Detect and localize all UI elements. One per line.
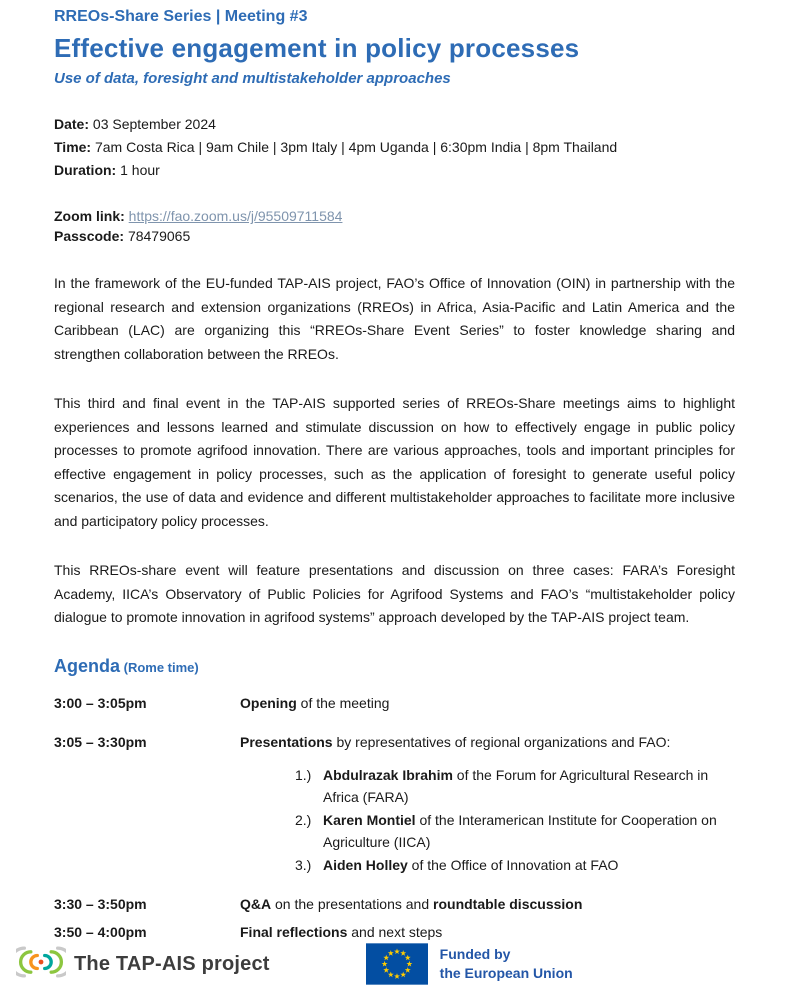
speaker-number: 1.) <box>295 766 312 783</box>
agenda-time: 3:05 – 3:30pm <box>54 733 147 750</box>
funded-by-line2: the European Union <box>439 965 573 981</box>
tap-ais-logo-text: The TAP-AIS project <box>74 952 270 975</box>
agenda-time: 3:30 – 3:50pm <box>54 895 147 912</box>
eu-funding-group <box>366 943 573 985</box>
duration-value: 1 hour <box>120 162 160 178</box>
duration-label: Duration: <box>54 162 117 178</box>
agenda-row-qa <box>54 893 735 915</box>
agenda-time: 3:00 – 3:05pm <box>54 694 147 711</box>
funded-by-text <box>440 945 573 983</box>
speaker-text: Abdulrazak Ibrahim of the Forum for Agricultural Research in Africa (FARA) <box>323 766 709 805</box>
agenda-heading-note: (Rome time) <box>120 659 199 675</box>
speaker-text: Aiden Holley of the Office of Innovation at FAO <box>323 856 619 873</box>
eu-flag-icon <box>366 943 428 985</box>
zoom-link-label: Zoom link: <box>54 208 125 224</box>
agenda-description: Opening of the meeting <box>240 694 390 711</box>
duration-line <box>54 159 735 182</box>
passcode-value: 78479065 <box>127 228 191 244</box>
zoom-link[interactable]: https://fao.zoom.us/j/95509711584 <box>128 208 343 224</box>
speaker-number: 3.) <box>295 856 312 873</box>
list-item <box>295 854 735 876</box>
agenda-time: 3:50 – 4:00pm <box>54 923 147 940</box>
list-item <box>295 764 735 808</box>
agenda-description: Presentations by representatives of regional organizations and FAO: <box>240 733 671 750</box>
zoom-details <box>54 206 735 246</box>
date-label: Date: <box>54 116 90 132</box>
tap-ais-logo-icon <box>16 943 66 986</box>
tap-ais-logo-group <box>16 943 270 986</box>
list-item <box>295 809 735 853</box>
agenda-description: Q&A on the presentations and roundtable discussion <box>240 895 583 912</box>
speaker-list <box>295 764 735 876</box>
time-value: 7am Costa Rica | 9am Chile | 3pm Italy | 4pm Uganda | 6:30pm India | 8pm Thailand <box>94 139 618 155</box>
series-heading: RREOs-Share Series | Meeting #3 <box>54 8 308 25</box>
date-line <box>54 113 735 136</box>
zoom-link-line <box>54 206 735 226</box>
speaker-number: 2.) <box>295 811 312 828</box>
paragraph-intro: In the framework of the EU-funded TAP-AIS project, FAO’s Office of Innovation (OIN) in partnership with the regional research and extension organizations (RREOs) in Africa, Asia-Pacific and Latin America and the Caribbean (LAC) are organizing this “RREOs-Share Event Series” to foster knowledge sharing and strengthen collaboration between the RREOs. <box>54 275 735 362</box>
paragraph-event-aims: This third and final event in the TAP-AIS supported series of RREOs-Share meetings aims to highlight experiences and lessons learned and stimulate discussion on how to effectively engage in public policy processes to promote agrifood innovation. There are various approaches, tools and important principles for effective engagement in policy processes, such as the application of foresight to generate useful policy scenarios, the use of data and evidence and different multistakeholder approaches to facilitate more inclusive and participatory policy processes. <box>54 395 735 529</box>
event-details <box>54 113 735 182</box>
funded-by-line1: Funded by <box>439 946 511 962</box>
page-subtitle: Use of data, foresight and multistakeholder approaches <box>54 70 451 87</box>
passcode-label: Passcode: <box>54 228 125 244</box>
agenda-heading <box>54 656 735 677</box>
time-label: Time: <box>54 139 92 155</box>
speaker-text: Karen Montiel of the Interamerican Institute for Cooperation on Agriculture (IICA) <box>323 811 717 850</box>
agenda-row-presentations <box>54 731 735 753</box>
time-line <box>54 136 735 159</box>
footer <box>0 928 789 1000</box>
page-title: Effective engagement in policy processes <box>54 33 580 63</box>
agenda-row-opening <box>54 692 735 714</box>
agenda-description: Final reflections and next steps <box>240 923 443 940</box>
agenda-heading-label: Agenda <box>54 655 121 676</box>
date-value: 03 September 2024 <box>92 116 216 132</box>
paragraph-cases: This RREOs-share event will feature presentations and discussion on three cases: FARA’s Foresight Academy, IICA’s Observatory of Public Policies for Agrifood Systems and FAO’s “multistakeholder policy dialogue to promote innovation in agrifood systems” approach developed by the TAP-AIS project team. <box>54 562 735 625</box>
passcode-line <box>54 226 735 246</box>
